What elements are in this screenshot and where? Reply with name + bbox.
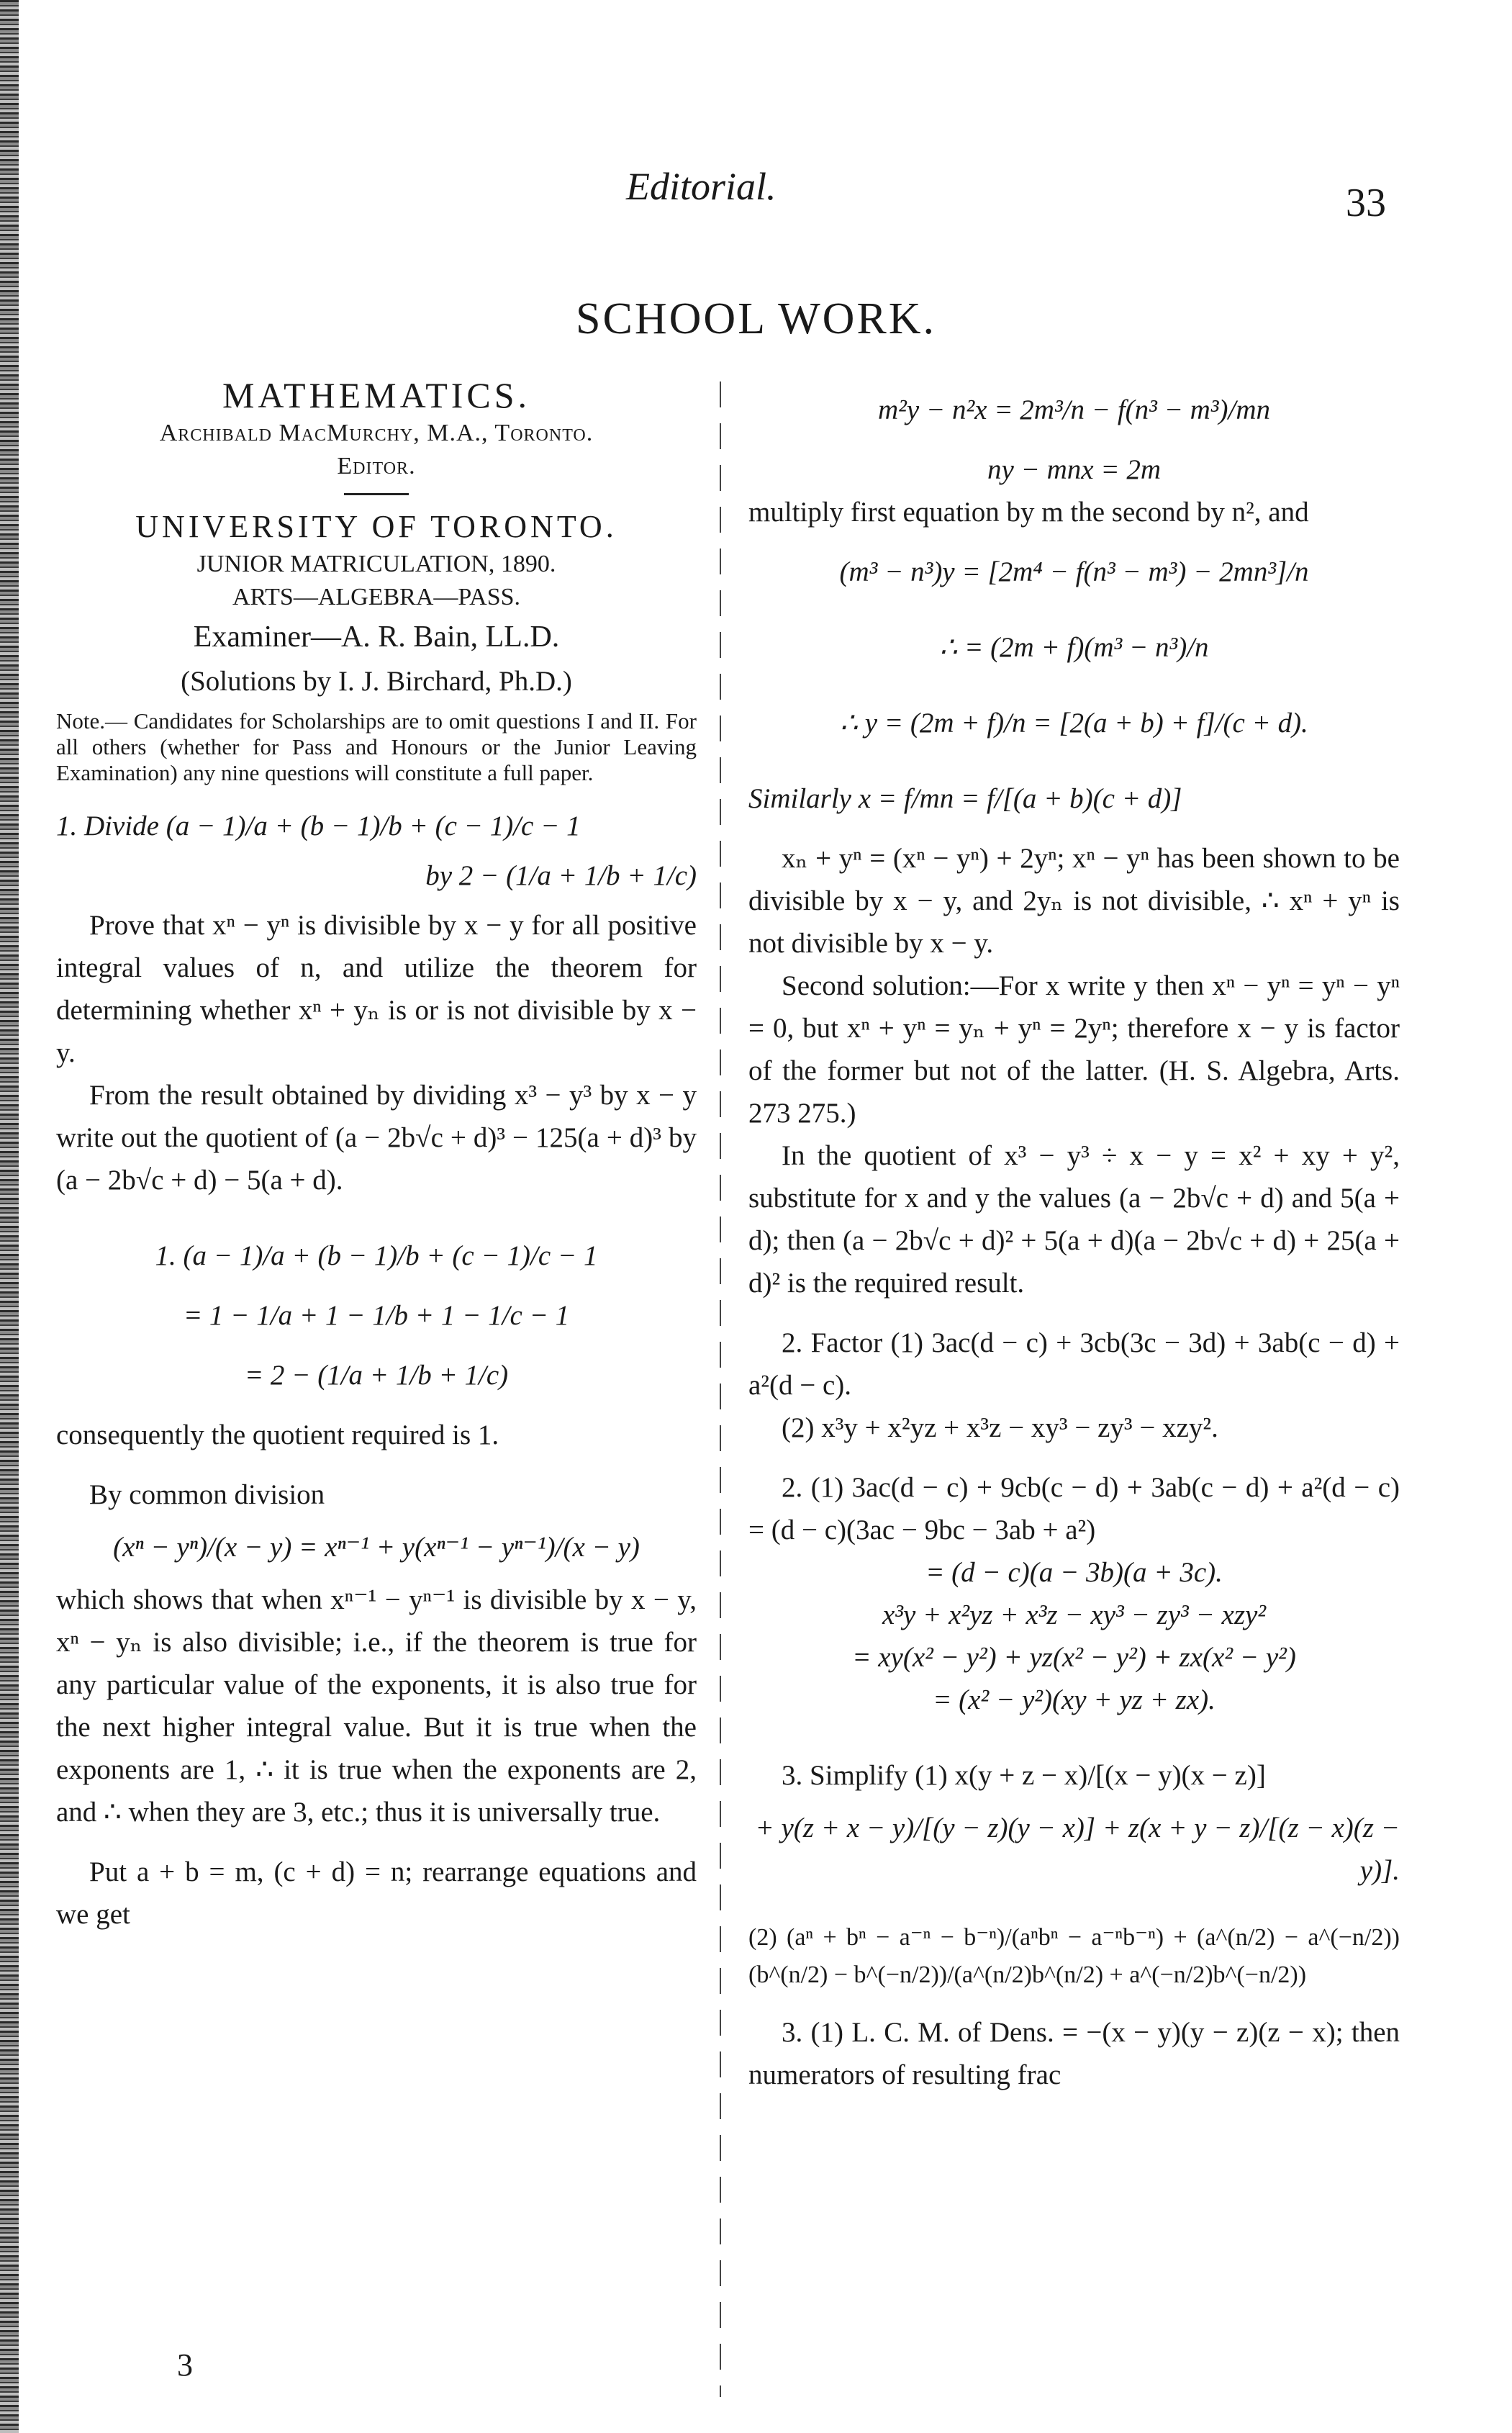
question-1-from: From the result obtained by dividing x³ − y³ by x − y write out the quotient of (a − 2b√c + d)³ − 125(a + d)³ by (a − 2b√c + d) − 5(a + d).: [56, 1080, 697, 1196]
column-divider: [720, 382, 721, 2397]
quotient-text: In the quotient of x³ − y³ ÷ x − y = x² + xy + y², substitute for x and y the values (a − 2b√c + d) and 5(a + d); then (a − 2b√c + d)² + 5(a + d)(a − 2b√c + d) + 25(a + d)² is the required result.: [748, 1140, 1400, 1299]
question-1-divide: 1. Divide (a − 1)/a + (b − 1)/b + (c − 1)/c − 1: [56, 811, 581, 841]
question-2-part-2: (2) x³y + x²yz + x³z − xy³ − zy³ − xzy².: [782, 1412, 1218, 1443]
which-shows-text: which shows that when xⁿ⁻¹ − yⁿ⁻¹ is divisible by x − y, xⁿ − yₙ is also divisible; i.e., if the theorem is true for any particular value of the exponents, it is also true for the next higher integral value. But it is true when the exponents are 1, ∴ it is true when the exponents are 2, and ∴ when they are 3, etc.; thus it is universally true.: [56, 1584, 697, 1828]
question-3-part-1: 3. Simplify (1) x(y + z − x)/[(x − y)(x − z)]: [782, 1760, 1266, 1791]
solution-1-line-2: = 1 − 1/a + 1 − 1/b + 1 − 1/c − 1: [183, 1300, 570, 1331]
question-3-part-2: (2) (aⁿ + bⁿ − a⁻ⁿ − b⁻ⁿ)/(aⁿbⁿ − a⁻ⁿb⁻ⁿ) + (a^(n/2) − a^(−n/2))(b^(n/2) − b^(−n/2))/(a^(n/2)b^(n/2) + a^(−n/2)b^(−n/2)): [748, 1924, 1400, 1988]
similarly-equation: Similarly x = f/mn = f/[(a + b)(c + d)]: [748, 783, 1182, 814]
question-3-part-1-cont: + y(z + x − y)/[(y − z)(y − x)] + z(x + y − z)/[(z − x)(z − y)].: [755, 1813, 1400, 1886]
solution-1-conclusion: consequently the quotient required is 1.: [56, 1419, 499, 1450]
question-1-prove: Prove that xⁿ − yⁿ is divisible by x − y for all positive integral values of n, and utilize the theorem for determining whether xⁿ + yₙ is or is not divisible by x − y.: [56, 910, 697, 1068]
equation-4: ∴ = (2m + f)(m³ − n³)/n: [939, 632, 1209, 663]
editor-line: Archibald MacMurchy, M.A., Toronto.: [159, 420, 594, 446]
examiner-line: Examiner—A. R. Bain, LL.D.: [193, 620, 560, 654]
right-column: [748, 374, 1400, 2096]
signature-mark: 3: [177, 2347, 193, 2383]
editor-role: Editor.: [337, 453, 416, 479]
second-solution-text: Second solution:—For x write y then xⁿ − yⁿ = yⁿ − yⁿ = 0, but xⁿ + yⁿ = yₙ + yⁿ = 2yⁿ; therefore x − y is factor of the former but not of the latter. (H. S. Algebra, Arts. 273 275.): [748, 970, 1400, 1129]
mathematics-heading: MATHEMATICS.: [222, 375, 531, 415]
solutions-credit: (Solutions by I. J. Birchard, Ph.D.): [181, 666, 572, 697]
heading-rule: [344, 493, 409, 495]
division-equation: (xⁿ − yⁿ)/(x − y) = xⁿ⁻¹ + y(xⁿ⁻¹ − yⁿ⁻¹)/(x − y): [113, 1532, 640, 1563]
running-title: Editorial.: [626, 165, 777, 208]
solution-1-line-1: 1. (a − 1)/a + (b − 1)/b + (c − 1)/c − 1: [155, 1240, 598, 1271]
solution-2-part-2-line-3: = (x² − y²)(xy + yz + zx).: [933, 1684, 1216, 1715]
question-2-part-1: 2. Factor (1) 3ac(d − c) + 3cb(3c − 3d) + 3ab(c − d) + a²(d − c).: [748, 1327, 1400, 1401]
solution-2-part-1-result: = (d − c)(a − 3b)(a + 3c).: [925, 1557, 1223, 1588]
xn-plus-yn-text: xₙ + yⁿ = (xⁿ − yⁿ) + 2yⁿ; xⁿ − yⁿ has been shown to be divisible by x − y, and 2yₙ is not divisible, ∴ xⁿ + yⁿ is not divisible by x − y.: [748, 843, 1400, 959]
section-title: SCHOOL WORK.: [575, 294, 937, 343]
page-number: 33: [1346, 181, 1386, 225]
exam-heading: JUNIOR MATRICULATION, 1890.: [196, 551, 556, 577]
common-division-text: By common division: [89, 1479, 325, 1510]
solution-2-part-2-line-1: x³y + x²yz + x³z − xy³ − zy³ − xzy²: [882, 1599, 1267, 1630]
question-1-by: by 2 − (1/a + 1/b + 1/c): [425, 860, 697, 891]
left-column: [56, 374, 697, 1936]
solution-2-part-1: 2. (1) 3ac(d − c) + 9cb(c − d) + 3ab(c − d) + a²(d − c) = (d − c)(3ac − 9bc − 3ab + a²): [748, 1472, 1400, 1545]
equation-1: m²y − n²x = 2m³/n − f(n³ − m³)/mn: [878, 394, 1270, 425]
solution-3-text: 3. (1) L. C. M. of Dens. = −(x − y)(y − z)(z − x); then numerators of resulting frac: [748, 2017, 1400, 2090]
put-text: Put a + b = m, (c + d) = n; rearrange equations and we get: [56, 1856, 697, 1930]
solution-2-part-2-line-2: = xy(x² − y²) + yz(x² − y²) + zx(x² − y²): [852, 1642, 1296, 1673]
equation-5: ∴ y = (2m + f)/n = [2(a + b) + f]/(c + d).: [840, 708, 1308, 739]
university-heading: UNIVERSITY OF TORONTO.: [135, 509, 617, 544]
candidates-note: Note.— Candidates for Scholarships are to omit questions I and II. For all others (whether for Pass and Honours or the Junior Leaving Examination) any nine questions will constitute a full paper.: [56, 708, 697, 785]
equation-3: (m³ − n³)y = [2m⁴ − f(n³ − m³) − 2mn³]/n: [839, 556, 1309, 587]
equation-2: ny − mnx = 2m: [987, 454, 1162, 485]
solution-1-line-3: = 2 − (1/a + 1/b + 1/c): [244, 1360, 509, 1391]
book-binding-edge: [0, 0, 19, 2433]
subject-heading: ARTS—ALGEBRA—PASS.: [232, 584, 521, 610]
multiply-text: multiply first equation by m the second by n², and: [748, 497, 1309, 528]
